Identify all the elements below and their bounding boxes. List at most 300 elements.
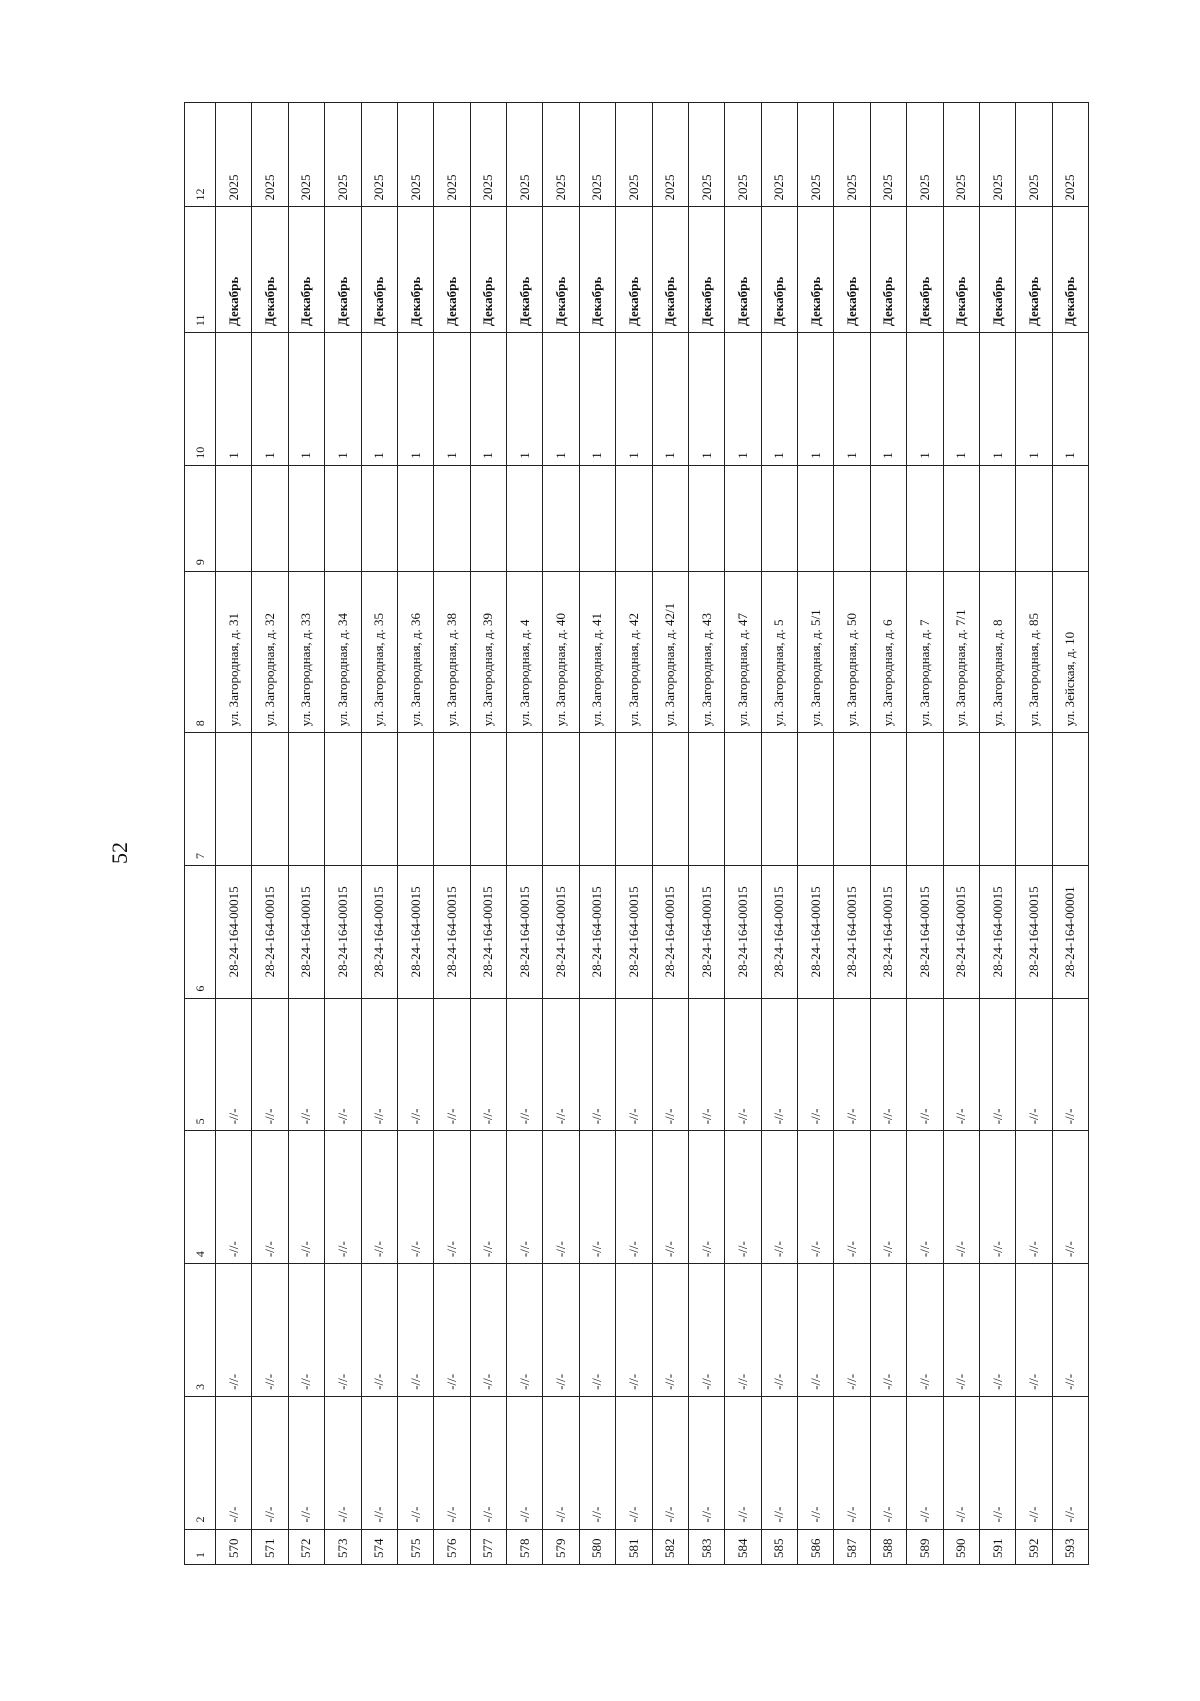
cadastral-code-cell: 28-24-164-00015 [834, 865, 870, 998]
empty-cell-col9 [652, 465, 688, 571]
page-number: 52 [107, 842, 132, 864]
ditto-cell-col3: -//- [834, 1264, 870, 1397]
empty-cell-col9 [216, 465, 252, 571]
ditto-cell-col3: -//- [725, 1264, 761, 1397]
ditto-cell-col5: -//- [761, 998, 797, 1131]
ditto-cell-col4: -//- [1016, 1131, 1052, 1264]
empty-cell-col7 [1052, 733, 1088, 866]
row-number-cell: 589 [907, 1529, 943, 1564]
quantity-cell: 1 [979, 333, 1015, 466]
month-cell: Декабрь [725, 207, 761, 333]
ditto-cell-col4: -//- [507, 1131, 543, 1264]
empty-cell-col9 [543, 465, 579, 571]
cadastral-code-cell: 28-24-164-00015 [943, 865, 979, 998]
month-cell: Декабрь [870, 207, 906, 333]
ditto-cell-col5: -//- [834, 998, 870, 1131]
empty-cell-col9 [288, 465, 324, 571]
ditto-cell-col4: -//- [361, 1131, 397, 1264]
ditto-cell-col3: -//- [216, 1264, 252, 1397]
empty-cell-col9 [397, 465, 433, 571]
empty-cell-col9 [688, 465, 724, 571]
ditto-cell-col4: -//- [252, 1131, 288, 1264]
ditto-cell-col4: -//- [652, 1131, 688, 1264]
ditto-cell-col5: -//- [1016, 998, 1052, 1131]
month-cell: Декабрь [288, 207, 324, 333]
ditto-cell-col5: -//- [870, 998, 906, 1131]
empty-cell-col9 [579, 465, 615, 571]
address-cell: ул. Загородная, д. 85 [1016, 572, 1052, 733]
empty-cell-col9 [325, 465, 361, 571]
row-number-cell: 574 [361, 1529, 397, 1564]
ditto-cell-col3: -//- [252, 1264, 288, 1397]
address-cell: ул. Загородная, д. 39 [470, 572, 506, 733]
address-cell: ул. Загородная, д. 43 [688, 572, 724, 733]
row-number-cell: 572 [288, 1529, 324, 1564]
ditto-cell-col5: -//- [979, 998, 1015, 1131]
ditto-cell-col3: -//- [325, 1264, 361, 1397]
cadastral-code-cell: 28-24-164-00001 [1052, 865, 1088, 998]
empty-cell-col7 [470, 733, 506, 866]
cadastral-code-cell: 28-24-164-00015 [325, 865, 361, 998]
quantity-cell: 1 [288, 333, 324, 466]
ditto-cell-col3: -//- [1016, 1264, 1052, 1397]
ditto-cell-col2: -//- [579, 1396, 615, 1529]
ditto-cell-col4: -//- [216, 1131, 252, 1264]
ditto-cell-col5: -//- [798, 998, 834, 1131]
document-table-rotated [184, 102, 1089, 1565]
address-cell: ул. Загородная, д. 50 [834, 572, 870, 733]
ditto-cell-col4: -//- [288, 1131, 324, 1264]
table-row [834, 103, 870, 1565]
address-cell: ул. Загородная, д. 31 [216, 572, 252, 733]
table-row [1052, 103, 1088, 1565]
column-header-5: 5 [185, 998, 216, 1131]
year-cell: 2025 [761, 103, 797, 207]
table-row [325, 103, 361, 1565]
column-header-12: 12 [185, 103, 216, 207]
column-header-2: 2 [185, 1396, 216, 1529]
ditto-cell-col5: -//- [579, 998, 615, 1131]
empty-cell-col9 [507, 465, 543, 571]
month-cell: Декабрь [798, 207, 834, 333]
ditto-cell-col5: -//- [288, 998, 324, 1131]
empty-cell-col7 [216, 733, 252, 866]
address-cell: ул. Загородная, д. 4 [507, 572, 543, 733]
ditto-cell-col3: -//- [470, 1264, 506, 1397]
empty-cell-col7 [907, 733, 943, 866]
table-row [688, 103, 724, 1565]
column-header-4: 4 [185, 1131, 216, 1264]
address-cell: ул. Загородная, д. 5/1 [798, 572, 834, 733]
row-number-cell: 584 [725, 1529, 761, 1564]
month-cell: Декабрь [434, 207, 470, 333]
quantity-cell: 1 [761, 333, 797, 466]
ditto-cell-col2: -//- [325, 1396, 361, 1529]
table-row [470, 103, 506, 1565]
year-cell: 2025 [798, 103, 834, 207]
ditto-cell-col3: -//- [543, 1264, 579, 1397]
cadastral-code-cell: 28-24-164-00015 [470, 865, 506, 998]
ditto-cell-col2: -//- [1016, 1396, 1052, 1529]
ditto-cell-col3: -//- [870, 1264, 906, 1397]
ditto-cell-col5: -//- [397, 998, 433, 1131]
ditto-cell-col4: -//- [688, 1131, 724, 1264]
month-cell: Декабрь [1052, 207, 1088, 333]
address-cell: ул. Загородная, д. 5 [761, 572, 797, 733]
year-cell: 2025 [652, 103, 688, 207]
cadastral-code-cell: 28-24-164-00015 [761, 865, 797, 998]
year-cell: 2025 [688, 103, 724, 207]
year-cell: 2025 [870, 103, 906, 207]
quantity-cell: 1 [688, 333, 724, 466]
ditto-cell-col3: -//- [434, 1264, 470, 1397]
row-number-cell: 591 [979, 1529, 1015, 1564]
ditto-cell-col3: -//- [361, 1264, 397, 1397]
ditto-cell-col2: -//- [616, 1396, 652, 1529]
quantity-cell: 1 [325, 333, 361, 466]
year-cell: 2025 [725, 103, 761, 207]
address-cell: ул. Загородная, д. 42 [616, 572, 652, 733]
month-cell: Декабрь [834, 207, 870, 333]
table-row [216, 103, 252, 1565]
year-cell: 2025 [543, 103, 579, 207]
ditto-cell-col3: -//- [761, 1264, 797, 1397]
row-number-cell: 575 [397, 1529, 433, 1564]
cadastral-code-cell: 28-24-164-00015 [798, 865, 834, 998]
ditto-cell-col4: -//- [543, 1131, 579, 1264]
month-cell: Декабрь [397, 207, 433, 333]
row-number-cell: 590 [943, 1529, 979, 1564]
ditto-cell-col2: -//- [979, 1396, 1015, 1529]
year-cell: 2025 [943, 103, 979, 207]
month-cell: Декабрь [543, 207, 579, 333]
address-cell: ул. Зейская, д. 10 [1052, 572, 1088, 733]
ditto-cell-col2: -//- [725, 1396, 761, 1529]
empty-cell-col9 [470, 465, 506, 571]
ditto-cell-col2: -//- [834, 1396, 870, 1529]
ditto-cell-col5: -//- [507, 998, 543, 1131]
ditto-cell-col5: -//- [325, 998, 361, 1131]
ditto-cell-col4: -//- [725, 1131, 761, 1264]
quantity-cell: 1 [470, 333, 506, 466]
row-number-cell: 593 [1052, 1529, 1088, 1564]
row-number-cell: 588 [870, 1529, 906, 1564]
ditto-cell-col5: -//- [943, 998, 979, 1131]
cadastral-code-cell: 28-24-164-00015 [907, 865, 943, 998]
ditto-cell-col4: -//- [325, 1131, 361, 1264]
ditto-cell-col3: -//- [688, 1264, 724, 1397]
ditto-cell-col4: -//- [761, 1131, 797, 1264]
ditto-cell-col3: -//- [288, 1264, 324, 1397]
ditto-cell-col4: -//- [907, 1131, 943, 1264]
month-cell: Декабрь [616, 207, 652, 333]
ditto-cell-col2: -//- [507, 1396, 543, 1529]
ditto-cell-col3: -//- [1052, 1264, 1088, 1397]
month-cell: Декабрь [943, 207, 979, 333]
empty-cell-col7 [543, 733, 579, 866]
month-cell: Декабрь [252, 207, 288, 333]
ditto-cell-col3: -//- [798, 1264, 834, 1397]
column-header-10: 10 [185, 333, 216, 466]
cadastral-code-cell: 28-24-164-00015 [252, 865, 288, 998]
row-number-cell: 579 [543, 1529, 579, 1564]
address-cell: ул. Загородная, д. 34 [325, 572, 361, 733]
empty-cell-col9 [943, 465, 979, 571]
table-row [870, 103, 906, 1565]
column-header-6: 6 [185, 865, 216, 998]
ditto-cell-col2: -//- [943, 1396, 979, 1529]
ditto-cell-col4: -//- [579, 1131, 615, 1264]
empty-cell-col7 [361, 733, 397, 866]
ditto-cell-col4: -//- [943, 1131, 979, 1264]
table-row [907, 103, 943, 1565]
ditto-cell-col5: -//- [470, 998, 506, 1131]
table-row [397, 103, 433, 1565]
table-body [216, 103, 1089, 1565]
ditto-cell-col3: -//- [507, 1264, 543, 1397]
empty-cell-col9 [1016, 465, 1052, 571]
quantity-cell: 1 [1016, 333, 1052, 466]
ditto-cell-col2: -//- [652, 1396, 688, 1529]
column-header-9: 9 [185, 465, 216, 571]
quantity-cell: 1 [361, 333, 397, 466]
empty-cell-col9 [616, 465, 652, 571]
empty-cell-col9 [798, 465, 834, 571]
table-row [943, 103, 979, 1565]
ditto-cell-col5: -//- [252, 998, 288, 1131]
year-cell: 2025 [252, 103, 288, 207]
ditto-cell-col2: -//- [761, 1396, 797, 1529]
ditto-cell-col3: -//- [652, 1264, 688, 1397]
year-cell: 2025 [216, 103, 252, 207]
ditto-cell-col5: -//- [1052, 998, 1088, 1131]
ditto-cell-col4: -//- [434, 1131, 470, 1264]
ditto-cell-col5: -//- [725, 998, 761, 1131]
month-cell: Декабрь [216, 207, 252, 333]
ditto-cell-col2: -//- [543, 1396, 579, 1529]
table-row [652, 103, 688, 1565]
address-cell: ул. Загородная, д. 7/1 [943, 572, 979, 733]
quantity-cell: 1 [943, 333, 979, 466]
month-cell: Декабрь [979, 207, 1015, 333]
row-number-cell: 576 [434, 1529, 470, 1564]
ditto-cell-col5: -//- [688, 998, 724, 1131]
table-row [579, 103, 615, 1565]
row-number-cell: 592 [1016, 1529, 1052, 1564]
address-cell: ул. Загородная, д. 40 [543, 572, 579, 733]
quantity-cell: 1 [543, 333, 579, 466]
table-row [798, 103, 834, 1565]
address-cell: ул. Загородная, д. 32 [252, 572, 288, 733]
row-number-cell: 585 [761, 1529, 797, 1564]
empty-cell-col9 [1052, 465, 1088, 571]
ditto-cell-col4: -//- [870, 1131, 906, 1264]
row-number-cell: 580 [579, 1529, 615, 1564]
cadastral-code-cell: 28-24-164-00015 [397, 865, 433, 998]
ditto-cell-col2: -//- [434, 1396, 470, 1529]
ditto-cell-col2: -//- [798, 1396, 834, 1529]
row-number-cell: 582 [652, 1529, 688, 1564]
year-cell: 2025 [579, 103, 615, 207]
empty-cell-col9 [870, 465, 906, 571]
quantity-cell: 1 [834, 333, 870, 466]
address-cell: ул. Загородная, д. 38 [434, 572, 470, 733]
empty-cell-col9 [434, 465, 470, 571]
empty-cell-col7 [943, 733, 979, 866]
table-row [252, 103, 288, 1565]
row-number-cell: 573 [325, 1529, 361, 1564]
year-cell: 2025 [834, 103, 870, 207]
year-cell: 2025 [325, 103, 361, 207]
cadastral-code-cell: 28-24-164-00015 [979, 865, 1015, 998]
ditto-cell-col3: -//- [616, 1264, 652, 1397]
empty-cell-col9 [979, 465, 1015, 571]
ditto-cell-col4: -//- [397, 1131, 433, 1264]
year-cell: 2025 [470, 103, 506, 207]
month-cell: Декабрь [652, 207, 688, 333]
table-row [434, 103, 470, 1565]
quantity-cell: 1 [579, 333, 615, 466]
empty-cell-col7 [798, 733, 834, 866]
empty-cell-col7 [325, 733, 361, 866]
ditto-cell-col4: -//- [470, 1131, 506, 1264]
cadastral-code-cell: 28-24-164-00015 [543, 865, 579, 998]
ditto-cell-col2: -//- [870, 1396, 906, 1529]
row-number-cell: 570 [216, 1529, 252, 1564]
table-row [616, 103, 652, 1565]
ditto-cell-col4: -//- [798, 1131, 834, 1264]
quantity-cell: 1 [1052, 333, 1088, 466]
empty-cell-col7 [725, 733, 761, 866]
cadastral-code-cell: 28-24-164-00015 [288, 865, 324, 998]
empty-cell-col7 [616, 733, 652, 866]
address-cell: ул. Загородная, д. 47 [725, 572, 761, 733]
year-cell: 2025 [1016, 103, 1052, 207]
cadastral-code-cell: 28-24-164-00015 [361, 865, 397, 998]
empty-cell-col9 [907, 465, 943, 571]
address-cell: ул. Загородная, д. 6 [870, 572, 906, 733]
column-header-7: 7 [185, 733, 216, 866]
month-cell: Декабрь [688, 207, 724, 333]
ditto-cell-col5: -//- [434, 998, 470, 1131]
address-cell: ул. Загородная, д. 33 [288, 572, 324, 733]
cadastral-code-cell: 28-24-164-00015 [870, 865, 906, 998]
address-cell: ул. Загородная, д. 7 [907, 572, 943, 733]
quantity-cell: 1 [870, 333, 906, 466]
empty-cell-col7 [252, 733, 288, 866]
quantity-cell: 1 [907, 333, 943, 466]
ditto-cell-col2: -//- [907, 1396, 943, 1529]
ditto-cell-col3: -//- [943, 1264, 979, 1397]
address-cell: ул. Загородная, д. 42/1 [652, 572, 688, 733]
ditto-cell-col4: -//- [979, 1131, 1015, 1264]
table-row [1016, 103, 1052, 1565]
empty-cell-col9 [361, 465, 397, 571]
row-number-cell: 587 [834, 1529, 870, 1564]
ditto-cell-col2: -//- [397, 1396, 433, 1529]
year-cell: 2025 [1052, 103, 1088, 207]
cadastral-code-cell: 28-24-164-00015 [616, 865, 652, 998]
ditto-cell-col2: -//- [361, 1396, 397, 1529]
table-row [288, 103, 324, 1565]
ditto-cell-col2: -//- [288, 1396, 324, 1529]
ditto-cell-col2: -//- [688, 1396, 724, 1529]
year-cell: 2025 [507, 103, 543, 207]
cadastral-code-cell: 28-24-164-00015 [507, 865, 543, 998]
empty-cell-col7 [870, 733, 906, 866]
table-row [507, 103, 543, 1565]
empty-cell-col7 [1016, 733, 1052, 866]
empty-cell-col7 [688, 733, 724, 866]
month-cell: Декабрь [1016, 207, 1052, 333]
ditto-cell-col5: -//- [361, 998, 397, 1131]
month-cell: Декабрь [507, 207, 543, 333]
ditto-cell-col5: -//- [652, 998, 688, 1131]
empty-cell-col7 [434, 733, 470, 866]
ditto-cell-col2: -//- [252, 1396, 288, 1529]
ditto-cell-col5: -//- [216, 998, 252, 1131]
row-number-cell: 583 [688, 1529, 724, 1564]
table-row [543, 103, 579, 1565]
ditto-cell-col4: -//- [834, 1131, 870, 1264]
row-number-cell: 581 [616, 1529, 652, 1564]
year-cell: 2025 [361, 103, 397, 207]
year-cell: 2025 [288, 103, 324, 207]
empty-cell-col7 [761, 733, 797, 866]
ditto-cell-col2: -//- [470, 1396, 506, 1529]
table-row [979, 103, 1015, 1565]
empty-cell-col9 [761, 465, 797, 571]
ditto-cell-col5: -//- [543, 998, 579, 1131]
quantity-cell: 1 [397, 333, 433, 466]
ditto-cell-col2: -//- [216, 1396, 252, 1529]
data-table [184, 102, 1089, 1565]
cadastral-code-cell: 28-24-164-00015 [725, 865, 761, 998]
ditto-cell-col5: -//- [907, 998, 943, 1131]
column-header-1: 1 [185, 1529, 216, 1564]
cadastral-code-cell: 28-24-164-00015 [579, 865, 615, 998]
ditto-cell-col3: -//- [907, 1264, 943, 1397]
empty-cell-col7 [834, 733, 870, 866]
year-cell: 2025 [397, 103, 433, 207]
year-cell: 2025 [979, 103, 1015, 207]
row-number-cell: 571 [252, 1529, 288, 1564]
ditto-cell-col2: -//- [1052, 1396, 1088, 1529]
cadastral-code-cell: 28-24-164-00015 [216, 865, 252, 998]
address-cell: ул. Загородная, д. 36 [397, 572, 433, 733]
cadastral-code-cell: 28-24-164-00015 [652, 865, 688, 998]
quantity-cell: 1 [216, 333, 252, 466]
ditto-cell-col3: -//- [979, 1264, 1015, 1397]
table-row [361, 103, 397, 1565]
ditto-cell-col3: -//- [579, 1264, 615, 1397]
quantity-cell: 1 [252, 333, 288, 466]
month-cell: Декабрь [470, 207, 506, 333]
column-header-11: 11 [185, 207, 216, 333]
year-cell: 2025 [616, 103, 652, 207]
month-cell: Декабрь [325, 207, 361, 333]
month-cell: Декабрь [361, 207, 397, 333]
cadastral-code-cell: 28-24-164-00015 [688, 865, 724, 998]
table-row [725, 103, 761, 1565]
year-cell: 2025 [434, 103, 470, 207]
quantity-cell: 1 [725, 333, 761, 466]
ditto-cell-col4: -//- [616, 1131, 652, 1264]
table-row [761, 103, 797, 1565]
empty-cell-col7 [652, 733, 688, 866]
month-cell: Декабрь [761, 207, 797, 333]
empty-cell-col9 [252, 465, 288, 571]
